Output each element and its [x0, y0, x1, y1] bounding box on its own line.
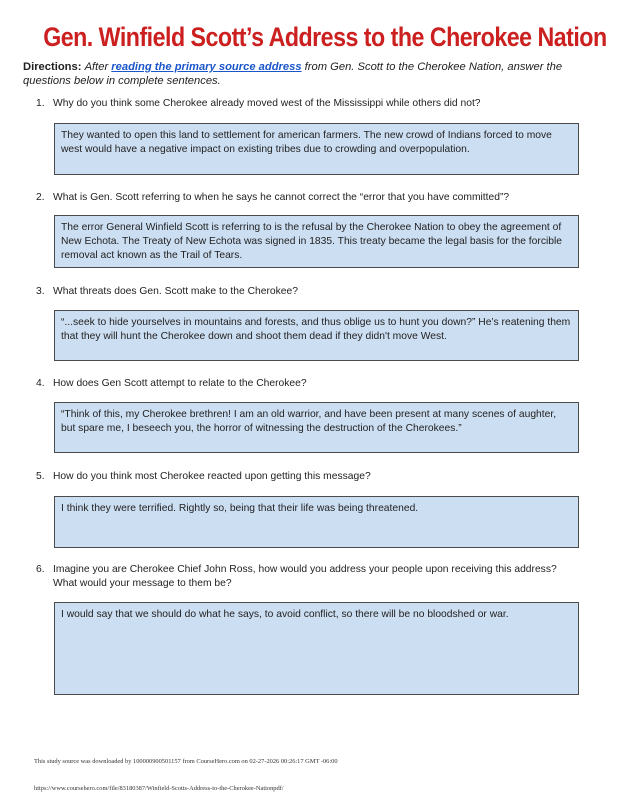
answer-box-5[interactable]: I think they were terrified. Rightly so, being that their life was being threatened.: [54, 496, 579, 548]
question-number: 3.: [36, 286, 45, 297]
source-url[interactable]: https://www.coursehero.com/file/83180387/Winfield-Scotts-Address-to-the-Cherokee-Nationpdf/: [34, 785, 284, 792]
question-3: [36, 285, 576, 299]
directions-text-after: from Gen. Scott to the Cherokee Nation, answer the questions below in complete sentences.: [23, 61, 563, 87]
question-text: What is Gen. Scott referring to when he says he cannot correct the “error that you have committed”?: [53, 192, 510, 203]
question-5: [36, 470, 576, 484]
answer-box-6[interactable]: I would say that we should do what he says, to avoid conflict, so there will be no bloodshed or war.: [54, 602, 579, 695]
question-number: 4.: [36, 378, 45, 389]
question-text: Imagine you are Cherokee Chief John Ross, how would you address your people upon receiving this address? What would your message to them be?: [53, 564, 557, 589]
answer-box-4[interactable]: “Think of this, my Cherokee brethren! I am an old warrior, and have been present at many scenes of aughter, but spare me, I beseech you, the horror of witnessing the destruction of the Cherokees.”: [54, 402, 579, 453]
answer-box-2[interactable]: The error General Winfield Scott is referring to is the refusal by the Cherokee Nation to obey the agreement of New Echota. The Treaty of New Echota was signed in 1835. This treaty became the legal basis for the forcible removal act known as the Trail of Tears.: [54, 215, 579, 268]
question-number: 6.: [36, 564, 45, 575]
question-text: How do you think most Cherokee reacted upon getting this message?: [53, 471, 371, 482]
answer-box-3[interactable]: “...seek to hide yourselves in mountains and forests, and thus oblige us to hunt you down?” He’s reatening them that they will hunt the Cherokee down and shoot them dead if they didn't move West.: [54, 310, 579, 361]
question-number: 5.: [36, 471, 45, 482]
question-1: [36, 97, 576, 111]
question-text: What threats does Gen. Scott make to the Cherokee?: [53, 286, 298, 297]
question-4: [36, 377, 576, 391]
directions-paragraph: [23, 60, 598, 88]
directions-colon: :: [77, 61, 85, 73]
question-2: [36, 191, 576, 205]
primary-source-link[interactable]: reading the primary source address: [111, 61, 302, 73]
directions-label: Directions: [23, 61, 78, 73]
question-text: Why do you think some Cherokee already moved west of the Mississippi while others did not?: [53, 98, 481, 109]
download-notice: This study source was downloaded by 100000900501157 from CourseHero.com on 02-27-2026 00:26:17 GMT -06:00: [34, 758, 338, 765]
directions-text-before: After: [84, 61, 112, 73]
answer-box-1[interactable]: They wanted to open this land to settlement for american farmers. The new crowd of Indians forced to move west would have a negative impact on existing tribes due to crowding and overpopulation.: [54, 123, 579, 175]
question-number: 2.: [36, 192, 45, 203]
question-number: 1.: [36, 98, 45, 109]
question-6: [36, 563, 576, 591]
question-text: How does Gen Scott attempt to relate to the Cherokee?: [53, 378, 307, 389]
page-title: Gen. Winfield Scott’s Address to the Cherokee Nation: [43, 22, 607, 52]
